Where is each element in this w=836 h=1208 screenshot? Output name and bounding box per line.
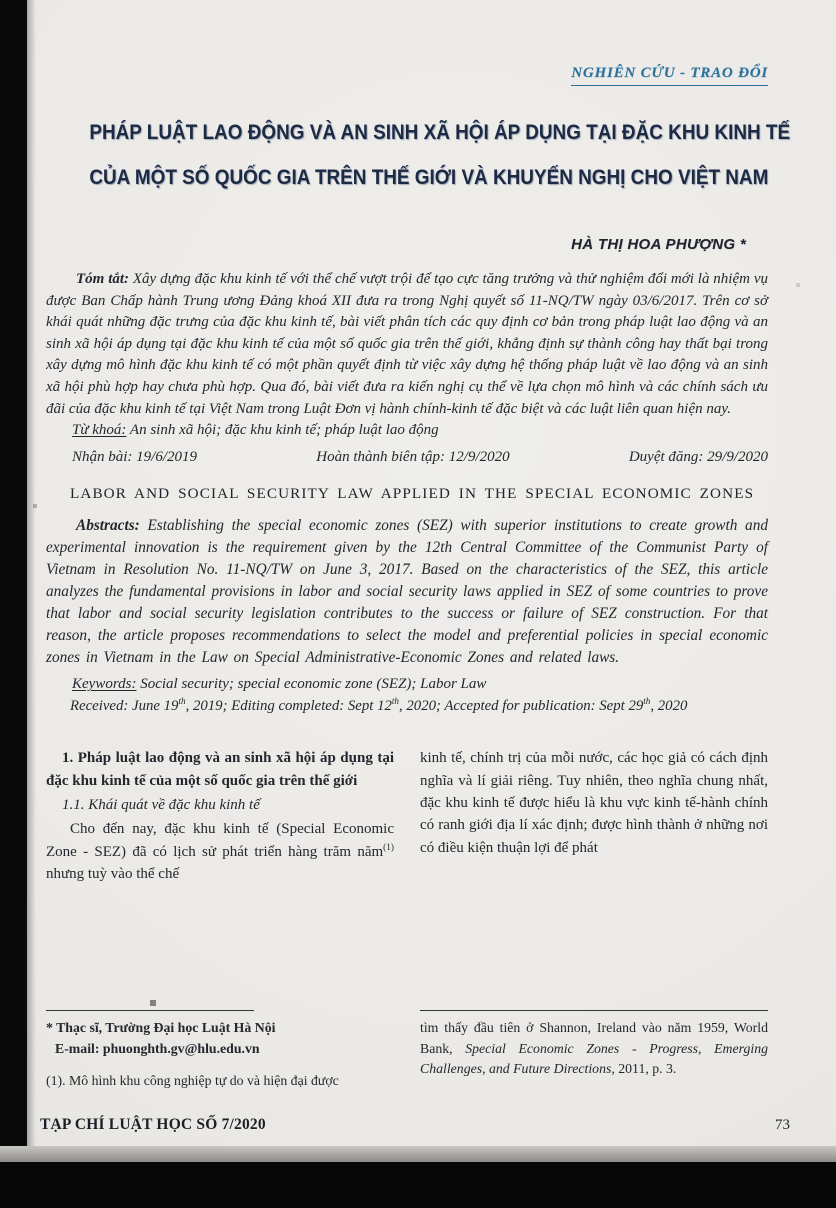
keywords-vi xyxy=(46,420,768,442)
article-title-line-1: PHÁP LUẬT LAO ĐỘNG VÀ AN SINH XÃ HỘI ÁP DỤNG TẠI ĐẶC KHU KINH TẾ xyxy=(89,120,791,144)
article-title-line-2: CỦA MỘT SỐ QUỐC GIA TRÊN THẾ GIỚI VÀ KHUYẾN NGHỊ CHO VIỆT NAM xyxy=(89,165,769,189)
footnote-1-continued-text: tìm thấy đầu tiên ở Shannon, Ireland vào năm 1959, World Bank, xyxy=(420,1020,768,1056)
body-column-left xyxy=(46,747,394,885)
author-name: HÀ THỊ HOA PHƯỢNG * xyxy=(571,236,746,253)
body-column-right xyxy=(420,747,768,885)
page-number: 73 xyxy=(775,1117,790,1133)
abstract-vi-label: Tóm tắt: xyxy=(76,271,130,287)
article-title xyxy=(89,110,791,200)
abstract-en-label: Abstracts: xyxy=(76,517,140,535)
footnote-1-book-title: Special Economic Zones - Progress, Emerging Challenges, and Future Directions xyxy=(420,1040,768,1076)
scan-strip-gray xyxy=(0,1146,836,1162)
received-line xyxy=(46,695,768,717)
footnote-affiliation: * Thạc sĩ, Trường Đại học Luật Hà Nội xyxy=(46,1020,276,1035)
date-received: Nhận bài: 19/6/2019 xyxy=(72,448,198,465)
keywords-en-label: Keywords: xyxy=(72,676,137,693)
body-paragraph-right: kinh tế, chính trị của mỗi nước, các học giả có cách định nghĩa và lí giải riêng. Tuy nhiên, theo nghĩa chung nhất, đặc khu kinh tế được hiểu là khu vực kinh tế-hành chính có ranh giới địa lí xác định; được hình thành ở những nơi có điều kiện thuận lợi để phát xyxy=(420,750,768,856)
section-subheading-1-1: 1.1. Khái quát về đặc khu kinh tế xyxy=(62,796,260,813)
dates-row xyxy=(46,447,768,469)
footnote-1-continued xyxy=(420,1018,768,1080)
received-part-4: , 2020 xyxy=(650,698,688,715)
abstract-en xyxy=(46,515,768,669)
keywords-en-text: Social security; special economic zone (SEZ); Labor Law xyxy=(136,676,487,693)
page-footer xyxy=(40,1116,790,1134)
body-paragraph-left-text-cont: nhưng tuỳ vào thể chế xyxy=(46,865,180,882)
body-paragraph-left xyxy=(46,818,394,885)
journal-name: TẠP CHÍ LUẬT HỌC SỐ 7/2020 xyxy=(40,1116,266,1133)
abstract-vi-text: Xây dựng đặc khu kinh tế với thể chế vượt trội để tạo cực tăng trưởng và thử nghiệm đổi mới là nhiệm vụ được Ban Chấp hành Trung ương Đảng khoá XII đưa ra trong Nghị quyết số 11-NQ/TW ngày 03/6/2017. Trên cơ sở khái quát những đặc trưng của đặc khu kinh tế, bài viết phân tích các quy định cơ bản trong pháp luật lao động và an sinh xã hội áp dụng tại đặc khu kinh tế của một số quốc gia trên thế giới, khẳng định sự thành công hay thất bại trong xây dựng mô hình đặc khu kinh tế có một phần quyết định từ việc xây dựng hệ thống pháp luật về lao động và an sinh xã hội phù hợp hay chưa phù hợp. Qua đó, bài viết đưa ra kiến nghị cụ thể về lựa chọn mô hình và các chính sách ưu đãi của đặc khu kinh tế tại Việt Nam trong Luật Đơn vị hành chính-kinh tế đặc biệt và các luật liên quan hiện nay. xyxy=(46,271,768,417)
footnote-column-right xyxy=(420,1010,768,1092)
received-part-1: Received: June 19 xyxy=(70,698,179,715)
scan-edge-bottom xyxy=(0,1162,836,1208)
page-content xyxy=(46,62,791,1088)
footnote-rule-right xyxy=(420,1010,768,1011)
section-heading-1: 1. Pháp luật lao động và an sinh xã hội áp dụng tại đặc khu kinh tế của một số quốc gia trên thế giới xyxy=(46,750,394,789)
journal-section-header-text: NGHIÊN CỨU - TRAO ĐỔI xyxy=(571,62,768,86)
scan-edge-left xyxy=(0,0,27,1208)
received-sup-3: th xyxy=(643,696,651,707)
date-edited: Hoàn thành biên tập: 12/9/2020 xyxy=(316,448,510,465)
footnote-ref-1: (1) xyxy=(383,842,394,853)
body-columns xyxy=(46,747,768,885)
received-part-2: , 2019; Editing completed: Sept 12 xyxy=(185,698,392,715)
journal-section-header xyxy=(46,62,768,84)
received-sup-1: th xyxy=(178,696,186,707)
footnote-area xyxy=(46,1010,768,1092)
received-part-3: , 2020; Accepted for publication: Sept 29 xyxy=(399,698,644,715)
footnote-rule-left xyxy=(46,1010,254,1011)
body-paragraph-left-text: Cho đến nay, đặc khu kinh tế (Special Economic Zone - SEZ) đã có lịch sử phát triển hàng trăm năm xyxy=(46,821,394,860)
abstract-en-text: Establishing the special economic zones (SEZ) with superior institutions to create growth and experimental innovation is the requirement given by the 12th Central Committee of the Communist Party of Vietnam in Resolution No. 11-NQ/TW on June 3, 2017. Based on the characteristics of the SEZ, this article analyzes the fundamental provisions in labor and social security laws applied in SEZ of some countries to prove that labor and social security legislation contributes to the success or failure of SEZ construction. For that reason, the article proposes recommendations to select the model and preferential policies in special economic zones in Vietnam in the Law on Special Administrative-Economic Zones and related laws. xyxy=(46,517,768,667)
footnote-column-left xyxy=(46,1010,394,1092)
keywords-en xyxy=(46,673,768,695)
keywords-vi-text: An sinh xã hội; đặc khu kinh tế; pháp luật lao động xyxy=(126,422,439,439)
date-published: Duyệt đăng: 29/9/2020 xyxy=(628,448,768,465)
footnote-email: E-mail: phuonghth.gv@hlu.edu.vn xyxy=(55,1040,260,1056)
footnote-1: (1). Mô hình khu công nghiệp tự do và hiện đại được xyxy=(46,1073,339,1088)
scan-edge-left-shadow xyxy=(27,0,36,1208)
abstract-vi xyxy=(46,269,768,420)
english-title: LABOR AND SOCIAL SECURITY LAW APPLIED IN THE SPECIAL ECONOMIC ZONES xyxy=(70,485,755,503)
keywords-vi-label: Từ khoá: xyxy=(72,422,127,439)
footnote-1-continued-tail: , 2011, p. 3. xyxy=(611,1061,677,1076)
received-sup-2: th xyxy=(391,696,399,707)
